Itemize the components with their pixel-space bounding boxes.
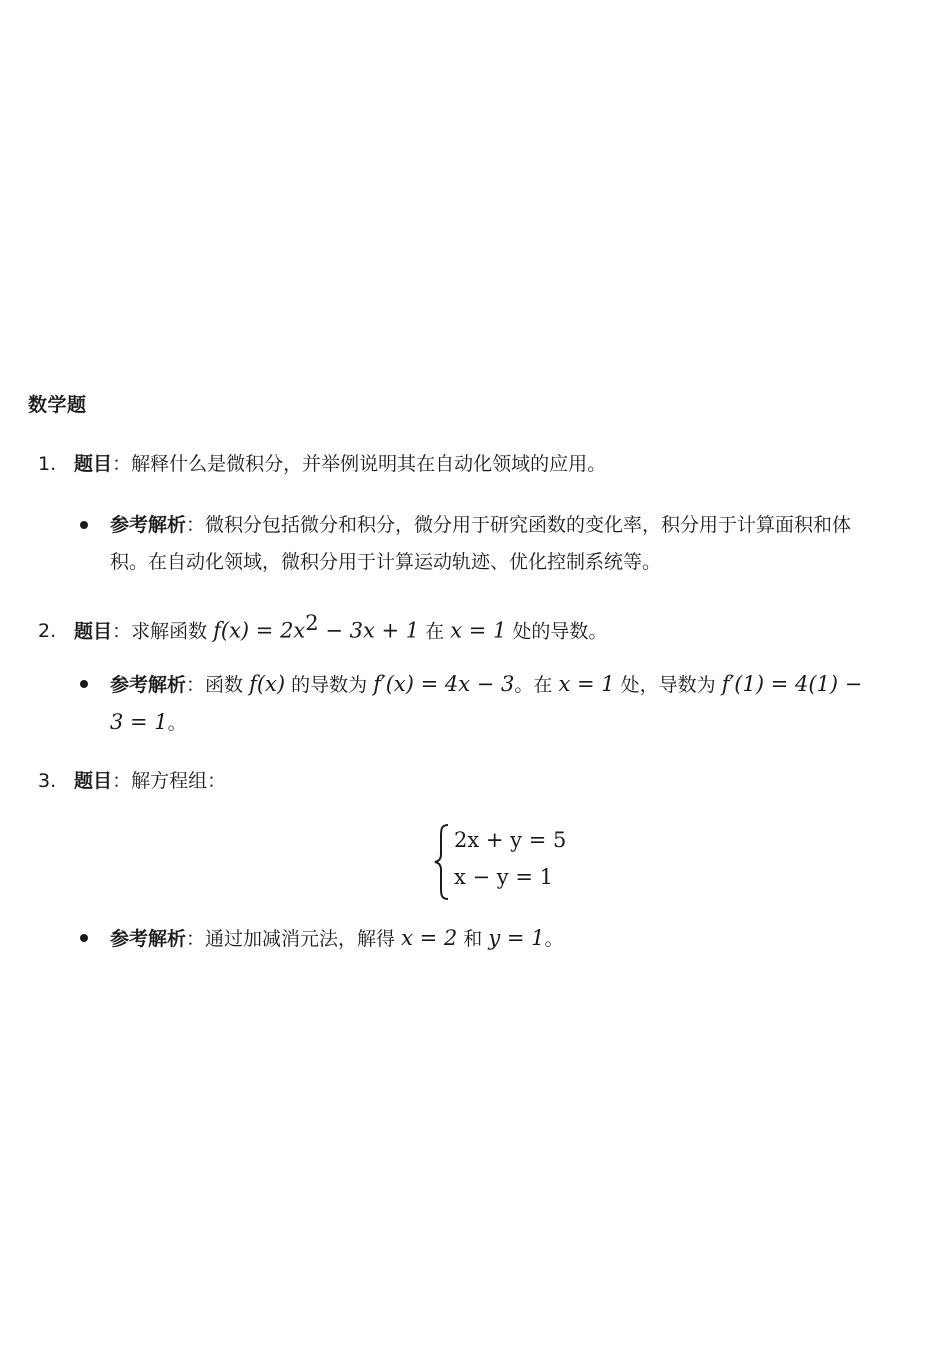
question-2 xyxy=(38,609,607,645)
question-text: 解释什么是微积分，并举例说明其在自动化领域的应用。 xyxy=(131,453,607,475)
bullet-icon xyxy=(80,934,88,942)
analysis-line-1: 微积分包括微分和积分，微分用于研究函数的变化率，积分用于计算面积和体 xyxy=(205,514,852,536)
analysis-text-b: 和 xyxy=(457,928,489,950)
x-solution: x = 2 xyxy=(401,926,458,950)
colon: ： xyxy=(112,770,132,792)
analysis-text-b: 的导数为 xyxy=(285,674,374,696)
analysis-2 xyxy=(80,666,910,742)
point-expr: x = 1 xyxy=(558,672,615,696)
analysis-end: 。 xyxy=(167,712,187,734)
analysis-text-a: 通过加减消元法，解得 xyxy=(205,928,402,950)
equation-2: x − y = 1 xyxy=(454,865,553,889)
bullet-icon xyxy=(80,521,88,529)
bullet-icon xyxy=(80,680,88,688)
analysis-text-d: 处，导数为 xyxy=(614,674,722,696)
colon: ： xyxy=(112,453,132,475)
analysis-label: 参考解析 xyxy=(110,674,187,696)
question-text-b: 在 xyxy=(419,620,451,643)
question-number: 2. xyxy=(38,620,57,643)
analysis-line-2: 积。在自动化领域，微积分用于计算运动轨迹、优化控制系统等。 xyxy=(110,551,662,573)
fx-expr: f(x) xyxy=(249,672,286,696)
value-expr: f′(1) = 4(1) − xyxy=(721,672,863,696)
analysis-text xyxy=(110,920,910,958)
colon: ： xyxy=(186,674,206,696)
analysis-3 xyxy=(80,920,910,958)
colon: ： xyxy=(112,620,132,643)
question-text: 解方程组： xyxy=(131,770,227,792)
analysis-text-c: 。在 xyxy=(514,674,559,696)
derivative-expr: f′(x) = 4x − 3 xyxy=(373,672,515,696)
analysis-text xyxy=(110,507,910,581)
analysis-label: 参考解析 xyxy=(110,928,187,950)
question-label: 题目 xyxy=(74,770,113,792)
question-number: 1. xyxy=(38,453,57,475)
function-expr: f(x) = 2x xyxy=(213,618,306,643)
point-expr: x = 1 xyxy=(450,618,507,643)
analysis-end: 。 xyxy=(544,928,564,950)
question-3 xyxy=(38,767,226,795)
y-solution: y = 1 xyxy=(488,926,545,950)
colon: ： xyxy=(186,928,206,950)
question-number: 3. xyxy=(38,770,57,792)
question-label: 题目 xyxy=(74,453,113,475)
value-expr-line-2: 3 = 1 xyxy=(110,710,168,734)
analysis-1 xyxy=(80,507,910,581)
question-text-c: 处的导数。 xyxy=(506,620,608,643)
analysis-text xyxy=(110,666,910,742)
question-text-a: 求解函数 xyxy=(131,620,214,643)
equation-system xyxy=(432,822,592,902)
question-label: 题目 xyxy=(74,620,113,643)
question-1 xyxy=(38,450,606,478)
analysis-label: 参考解析 xyxy=(110,514,187,536)
equation-1: 2x + y = 5 xyxy=(454,828,567,852)
colon: ： xyxy=(186,514,206,536)
exponent: 2 xyxy=(305,611,319,635)
function-expr-rest: − 3x + 1 xyxy=(318,618,420,643)
analysis-text-a: 函数 xyxy=(205,674,250,696)
section-heading: 数学题 xyxy=(28,394,87,416)
left-brace-icon xyxy=(432,822,452,902)
